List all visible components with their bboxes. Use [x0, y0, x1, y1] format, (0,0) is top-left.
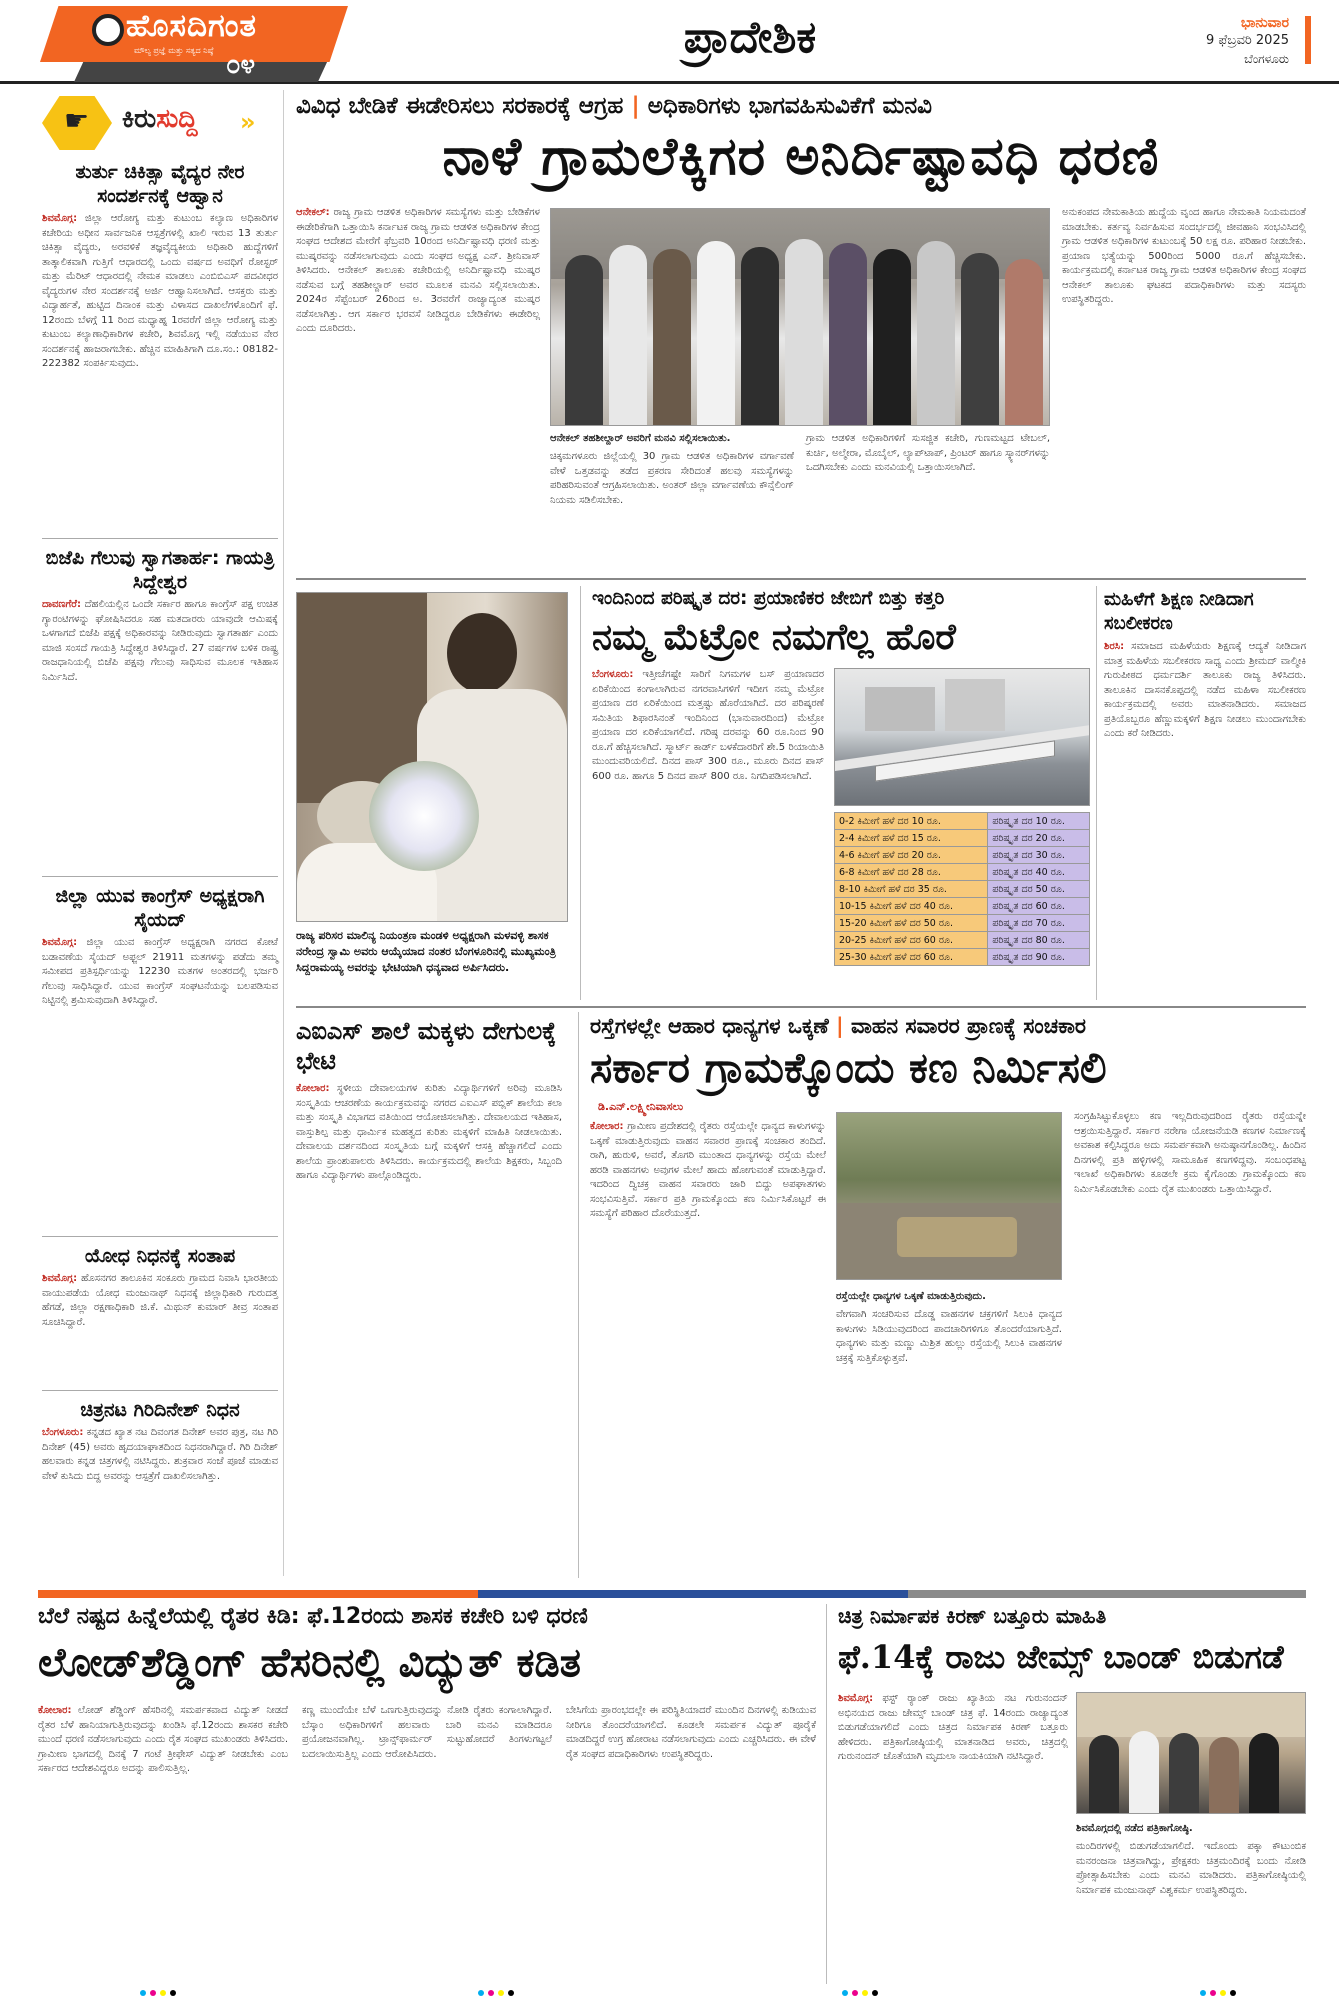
lead-photo-caption: ಆನೇಕಲ್ ತಹಶೀಲ್ದಾರ್ ಅವರಿಗೆ ಮನವಿ ಸಲ್ಲಿಸಲಾಯಿತು.: [550, 433, 731, 444]
brief-body: ಶಿವಮೊಗ್ಗ: ಜಿಲ್ಲಾ ಆರೋಗ್ಯ ಮತ್ತು ಕುಟುಂಬ ಕಲ್ಯಾಣ ಅಧಿಕಾರಿಗಳ ಕಚೇರಿಯ ಅಧೀನ ಸಾರ್ವಜನಿಕ ಆಸ್ಪತ್ರೆಗಳಲ್ಲಿ ಖಾಲಿ ಇರುವ 13 ತುರ್ತು ಚಿಕಿತ್ಸಾ ವೈದ್ಯರು, ಅರವಳಿಕೆ ತಜ್ಞವೈದ್ಯಕೀಯ ಅಧಿಕಾರಿ ಹುದ್ದೆಗಳಿಗೆ ತಾತ್ಕಾಲಿಕವಾಗಿ ಗುತ್ತಿಗೆ ಆಧಾರದಲ್ಲಿ ಒಂದು ವರ್ಷದ ಅವಧಿಗೆ ರೋಸ್ಟರ್ ಮತ್ತು ಮೆರಿಟ್ ಆಧಾರದಲ್ಲಿ ನೇಮಕ ಮಾಡಲು ಎಂಬಿಬಿಎಸ್ ಪದವೀಧರ ವೈದ್ಯರುಗಳ ನೇರ ಸಂದರ್ಶನಕ್ಕೆ ಅರ್ಜಿ ಆಹ್ವಾನಿಸಲಾಗಿದೆ. ಆಸಕ್ತರು ಮತ್ತು ವಿದ್ಯಾರ್ಹತೆ, ಹುಟ್ಟಿದ ದಿನಾಂಕ ಮತ್ತು ವಿಳಾಸದ ದಾಖಲೆಗಳೊಂದಿಗೆ ಫೆ. 12ರಂದು ಬೆಳಗ್ಗೆ 11 ರಿಂದ ಮಧ್ಯಾಹ್ನ 1ರವರೆಗೆ ಜಿಲ್ಲಾ ಆರೋಗ್ಯ ಮತ್ತು ಕುಟುಂಬ ಕಲ್ಯಾಣಾಧಿಕಾರಿಗಳ ಕಚೇರಿ, ಶಿವಮೊಗ್ಗ ಇಲ್ಲಿ ನಡೆಯುವ ನೇರ ಸಂದರ್ಶನಕ್ಕೆ ಹಾಜರಾಗಬೇಕು. ಹೆಚ್ಚಿನ ಮಾಹಿತಿಗಾಗಿ ದೂ.ಸಂ.: 08182-222382 ಸಂಪರ್ಕಿಸುವುದು.: [42, 213, 278, 369]
column-divider: [578, 1012, 579, 1578]
lead-column-4: ಅನುಕಂಪದ ನೇಮಕಾತಿಯ ಹುದ್ದೆಯ ವೃಂದ ಹಾಗೂ ನೇಮಕಾತಿ ನಿಯಮದಂತೆ ಮಾಡಬೇಕು. ಕರ್ತವ್ಯ ನಿರ್ವಹಿಸುವ ಸಂದರ್ಭದಲ್ಲಿ ಜೀವಹಾನಿ ಸಂಭವಿಸಿದಲ್ಲಿ ಗ್ರಾಮ ಆಡಳಿತ ಅಧಿಕಾರಿಗಳ ಕುಟುಂಬಕ್ಕೆ 50 ಲಕ್ಷ ರೂ. ಪರಿಹಾರ ನೀಡಬೇಕು. ಪ್ರಯಾಣ ಭತ್ಯೆಯನ್ನು 500ರಿಂದ 5000 ರೂ.ಗೆ ಹೆಚ್ಚಿಸಬೇಕು. ಕಾರ್ಯಕ್ರಮದಲ್ಲಿ ಕರ್ನಾಟಕ ರಾಜ್ಯ ಗ್ರಾಮ ಆಡಳಿತ ಅಧಿಕಾರಿಗಳ ಕೇಂದ್ರ ಸಂಘದ ಆನೇಕಲ್ ತಾಲೂಕು ಘಟಕದ ಪದಾಧಿಕಾರಿಗಳು ಮತ್ತು ಸದಸ್ಯರು ಉಪಸ್ಥಿತರಿದ್ದರು.: [1062, 207, 1306, 305]
grain-spread-shape: [897, 1217, 1017, 1257]
brief-headline: ಜಿಲ್ಲಾ ಯುವ ಕಾಂಗ್ರೆಸ್ ಅಧ್ಯಕ್ಷರಾಗಿ ಸೈಯದ್: [55, 885, 265, 931]
brief-story: [42, 546, 278, 685]
divider: [42, 1390, 278, 1391]
registration-mark-yellow: [1220, 1990, 1226, 1996]
registration-mark-magenta: [150, 1990, 156, 1996]
section-divider: [296, 1006, 1306, 1008]
brief-story: [42, 160, 278, 372]
fare-old-cell: 2-4 ಕಿಮೀಗೆ ಹಳೆ ದರ 15 ರೂ.: [835, 830, 988, 847]
issue-city: ಬೆಂಗಳೂರು: [1244, 52, 1289, 66]
person-head: [447, 613, 517, 693]
registration-mark-cyan: [1200, 1990, 1206, 1996]
brief-headline: ಯೋಧ ನಿಧನಕ್ಕೆ ಸಂತಾಪ: [84, 1245, 236, 1267]
fare-old-cell: 0-2 ಕಿಮೀಗೆ ಹಳೆ ದರ 10 ರೂ.: [835, 813, 988, 830]
lead-column-2-body: ಚಿಕ್ಕಮಗಳೂರು ಜಿಲ್ಲೆಯಲ್ಲಿ 30 ಗ್ರಾಮ ಆಡಳಿತ ಅಧಿಕಾರಿಗಳ ವರ್ಗಾವಣೆ ವೇಳೆ ಒತ್ತಡವನ್ನು ತಡೆದ ಪ್ರಕರಣ ಸೇರಿದಂತೆ ಹಲವು ಸಮಸ್ಯೆಗಳನ್ನು ಪರಿಹರಿಸುವಂತೆ ಆಗ್ರಹಿಸಲಾಯಿತು. ಅಂತರ್ ಜಿಲ್ಲಾ ವರ್ಗಾವಣೆಯ ಕೌನ್ಸೆಲಿಂಗ್ ನಿಯಮ ಸಡಿಲಿಸಬೇಕು.: [550, 451, 794, 506]
fare-old-cell: 15-20 ಕಿಮೀಗೆ ಹಳೆ ದರ 50 ರೂ.: [835, 915, 988, 932]
fare-revised-cell: ಪರಿಷ್ಕೃತ ದರ 50 ರೂ.: [988, 881, 1090, 898]
mahile-body: ಶಿರಸಿ: ಸಮಾಜದ ಮಹಿಳೆಯರು ಶಿಕ್ಷಣಕ್ಕೆ ಆದ್ಯತೆ ನೀಡಿದಾಗ ಮಾತ್ರ ಮಹಿಳೆಯ ಸಬಲೀಕರಣ ಸಾಧ್ಯ ಎಂದು ಶ್ರೀಮದ್ ವಾಲ್ಮೀಕಿ ಗುರುಪೀಠದ ಧರ್ಮದರ್ಶಿ ತಾಲೂಕು ರಾಜ್ಯ ತಿಳಿಸಿದರು. ತಾಲೂಕಿನ ದಾಸನಕೊಪ್ಪದಲ್ಲಿ ನಡೆದ ಮಹಿಳಾ ಸಬಲೀಕರಣ ಕಾರ್ಯಕ್ರಮದಲ್ಲಿ ಅವರು ಮಾತನಾಡಿದರು. ಸಮಾಜದ ಪ್ರತಿಯೊಬ್ಬರೂ ಹೆಣ್ಣುಮಕ್ಕಳಿಗೆ ಶಿಕ್ಷಣ ನೀಡಲು ಮುಂದಾಗಬೇಕು ಎಂದು ಕರೆ ನೀಡಿದರು.: [1104, 641, 1307, 739]
ration-column-2-body: ವೇಗವಾಗಿ ಸಂಚರಿಸುವ ದೊಡ್ಡ ವಾಹನಗಳ ಚಕ್ರಗಳಿಗೆ ಸಿಲುಕಿ ಧಾನ್ಯದ ಕಾಳುಗಳು ಸಿಡಿಯುವುದರಿಂದ ಪಾದಚಾರಿಗಳಿಗೂ ತೊಂದರೆಯಾಗುತ್ತಿದೆ. ಧಾನ್ಯಗಳು ಮತ್ತು ಮಣ್ಣು ಮಿಶ್ರಿತ ಹುಲ್ಲು ರಸ್ತೆಯಲ್ಲಿ ಸಿಲುಕಿ ವಾಹನಗಳ ಚಕ್ರಕ್ಕೆ ಸುತ್ತಿಕೊಳ್ಳುತ್ತವೆ.: [836, 1309, 1062, 1364]
film-column-2-body: ಮಂದಿರಗಳಲ್ಲಿ ಬಿಡುಗಡೆಯಾಗಲಿದೆ. ಇದೊಂದು ಪಕ್ಕಾ ಕೌಟುಂಬಿಕ ಮನರಂಜನಾ ಚಿತ್ರವಾಗಿದ್ದು, ಪ್ರೇಕ್ಷಕರು ಚಿತ್ರಮಂದಿರಕ್ಕೆ ಬಂದು ನೋಡಿ ಪ್ರೋತ್ಸಾಹಿಸಬೇಕು ಎಂದು ಮನವಿ ಮಾಡಿದರು. ಪತ್ರಿಕಾಗೋಷ್ಠಿಯಲ್ಲಿ ನಿರ್ಮಾಪಕ ಮಂಜುನಾಥ್ ವಿಶ್ವಕರ್ಮ ಉಪಸ್ಥಿತರಿದ್ದರು.: [1076, 1841, 1306, 1896]
brief-headline: ಬಿಜೆಪಿ ಗೆಲುವು ಸ್ವಾಗತಾರ್ಹ: ಗಾಯತ್ರಿ ಸಿದ್ದೇಶ್ವರ: [45, 547, 275, 593]
person-figure: [829, 243, 867, 425]
fare-table: [834, 812, 1090, 966]
lead-column-1: ಆನೇಕಲ್: ರಾಜ್ಯ ಗ್ರಾಮ ಆಡಳಿತ ಅಧಿಕಾರಿಗಳ ಸಮಸ್ಯೆಗಳು ಮತ್ತು ಬೇಡಿಕೆಗಳ ಈಡೇರಿಕೆಗಾಗಿ ಒತ್ತಾಯಿಸಿ ಕರ್ನಾಟಕ ರಾಜ್ಯ ಗ್ರಾಮ ಆಡಳಿತ ಅಧಿಕಾರಿಗಳ ಕೇಂದ್ರ ಸಂಘದ ಆದೇಶದ ಮೇರೆಗೆ ಫೆಬ್ರವರಿ 10ರಂದ ಅನಿರ್ದಿಷ್ಟಾವಧಿ ಧರಣಿ ಮತ್ತು ಮುಷ್ಕರವನ್ನು ನಡೆಸಲಾಗುವುದು ಎಂದು ಸಂಘದ ಅಧ್ಯಕ್ಷ ಎನ್. ಶ್ರೀನಿವಾಸ್ ತಿಳಿಸಿದರು. ಆನೇಕಲ್ ತಾಲೂಕು ಕಚೇರಿಯಲ್ಲಿ ಅನಿರ್ದಿಷ್ಟಾವಧಿ ಮುಷ್ಕರ ನಡೆಸುವ ಬಗ್ಗೆ ತಹಶೀಲ್ದಾರ್ ಅವರ ಮೂಲಕ ಮನವಿ ಸಲ್ಲಿಸಲಾಯಿತು. 2024ರ ಸೆಪ್ಟೆಂಬರ್ 26ರಿಂದ ಅ. 3ರವರೆಗೆ ರಾಜ್ಯಾದ್ಯಂತ ಮುಷ್ಕರ ನಡೆಸಲಾಗಿತ್ತು. ಆಗ ಸರ್ಕಾರ ಭರವಸೆ ನೀಡಿದ್ದರೂ ಬೇಡಿಕೆಗಳು ಈಡೇರಿಲ್ಲ ಎಂದು ದೂರಿದರು.: [296, 207, 540, 334]
person-figure: [1209, 1737, 1239, 1813]
registration-mark-black: [1230, 1990, 1236, 1996]
bottom-color-bar-blue: [478, 1590, 908, 1598]
lead-column-2: [550, 432, 794, 508]
ration-photo: [836, 1112, 1062, 1280]
registration-mark-yellow: [862, 1990, 868, 1996]
ais-body: ಕೋಲಾರ: ಸ್ಥಳೀಯ ದೇವಾಲಯಗಳ ಕುರಿತು ವಿದ್ಯಾರ್ಥಿಗಳಿಗೆ ಅರಿವು ಮೂಡಿಸಿ ಸಂಸ್ಕೃತಿಯ ಆಚರಣೆಯ ಕಾರ್ಯಕ್ರಮವನ್ನು ನಗರದ ಎಐಎಸ್ ಪಬ್ಲಿಕ್ ಶಾಲೆಯ ಕಲಾ ಮತ್ತು ಸಂಸ್ಕೃತಿ ವಿಭಾಗದ ವತಿಯಿಂದ ಆಯೋಜಿಸಲಾಗಿತ್ತು. ದೇವಾಲಯದ ಇತಿಹಾಸ, ವಾಸ್ತುಶಿಲ್ಪ ಮತ್ತು ಧಾರ್ಮಿಕ ಮಹತ್ವದ ಕುರಿತು ಮಕ್ಕಳಿಗೆ ಮಾಹಿತಿ ನೀಡಲಾಯಿತು. ದೇವಾಲಯ ದರ್ಶನದಿಂದ ಸಂಸ್ಕೃತಿಯ ಬಗ್ಗೆ ಮಕ್ಕಳಿಗೆ ಆಸಕ್ತಿ ಹೆಚ್ಚಾಗಲಿದೆ ಎಂದು ಶಾಲೆಯ ಪ್ರಾಂಶುಪಾಲರು ತಿಳಿಸಿದರು. ಕಾರ್ಯಕ್ರಮದಲ್ಲಿ ಶಾಲೆಯ ಶಿಕ್ಷಕರು, ಸಿಬ್ಬಂದಿ ಹಾಗೂ ವಿದ್ಯಾರ್ಥಿಗಳು ಪಾಲ್ಗೊಂಡಿದ್ದರು.: [296, 1083, 562, 1181]
brief-body: ದಾವಣಗೆರೆ: ದೆಹಲಿಯಲ್ಲಿನ ಒಂದೇ ಸರ್ಕಾರ ಹಾಗೂ ಕಾಂಗ್ರೆಸ್ ಪಕ್ಷ ಉಚಿತ ಗ್ಯಾರಂಟಿಗಳನ್ನು ಘೋಷಿಸಿದರೂ ಸಹ ಮತದಾರರು ಯಾವುದೇ ಆಮಿಷಕ್ಕೆ ಒಳಗಾಗದೆ ಬಿಜೆಪಿ ಪಕ್ಷಕ್ಕೆ ಅಧಿಕಾರವನ್ನು ನೀಡಿರುವುದು ಸ್ವಾಗತಾರ್ಹ ಎಂದು ಮಾಜಿ ಸಂಸದೆ ಗಾಯತ್ರಿ ಸಿದ್ದೇಶ್ವರ ತಿಳಿಸಿದ್ದಾರೆ. 27 ವರ್ಷಗಳ ಬಳಿಕ ರಾಷ್ಟ್ರ ರಾಜಧಾನಿಯಲ್ಲಿ ಬಿಜೆಪಿ ಪಕ್ಷವು ಗೆಲುವು ಸಾಧಿಸುವ ಮೂಲಕ ಇತಿಹಾಸ ನಿರ್ಮಿಸಿದೆ.: [42, 599, 278, 683]
fare-row: [835, 864, 1090, 881]
cm-photo-caption: ರಾಜ್ಯ ಪರಿಸರ ಮಾಲಿನ್ಯ ನಿಯಂತ್ರಣ ಮಂಡಳಿ ಅಧ್ಯಕ್ಷರಾಗಿ ಮಳವಳ್ಳಿ ಶಾಸಕ ನರೇಂದ್ರ ಸ್ವಾಮಿ ಅವರು ಆಯ್ಕೆಯಾದ ನಂತರ ಬೆಂಗಳೂರಿನಲ್ಲಿ ಮುಖ್ಯಮಂತ್ರಿ ಸಿದ್ದರಾಮಯ್ಯ ಅವರನ್ನು ಭೇಟಿಯಾಗಿ ಧನ್ಯವಾದ ಅರ್ಪಿಸಿದರು.: [296, 929, 556, 974]
ration-byline: ಡಿ.ಎನ್.ಲಕ್ಷ್ಮೀನಿವಾಸಲು: [598, 1100, 684, 1113]
person-figure: [565, 255, 603, 425]
film-column-2: [1076, 1822, 1306, 1898]
fare-row: [835, 915, 1090, 932]
kirusuddi-label: ಕಿರುಸುದ್ದಿ: [122, 104, 198, 134]
fare-revised-cell: ಪರಿಷ್ಕೃತ ದರ 80 ರೂ.: [988, 932, 1090, 949]
lead-column-3: ಗ್ರಾಮ ಆಡಳಿತ ಅಧಿಕಾರಿಗಳಿಗೆ ಸುಸಜ್ಜಿತ ಕಚೇರಿ, ಗುಣಮಟ್ಟದ ಟೇಬಲ್, ಕುರ್ಚಿ, ಅಲ್ಮೇರಾ, ಮೊಬೈಲ್, ಲ್ಯಾಪ್‌ಟಾಪ್, ಪ್ರಿಂಟರ್ ಹಾಗೂ ಸ್ಕ್ಯಾನರ್‌ಗಳನ್ನು ಒದಗಿಸಬೇಕು ಎಂದು ಮನವಿಯಲ್ಲಿ ಒತ್ತಾಯಿಸಲಾಗಿದೆ.: [806, 433, 1050, 473]
registration-mark-cyan: [140, 1990, 146, 1996]
masthead: [0, 0, 1339, 84]
kirusuddi-banner: [42, 94, 276, 150]
paper-tagline: ಮೌಲ್ಯ ಪ್ರಜ್ಞೆ ಮತ್ತು ಸತ್ಯದ ನಿಷ್ಠೆ: [134, 46, 214, 55]
banner-backdrop-shape: [1077, 1693, 1306, 1737]
ais-story: [296, 1016, 562, 1184]
person-figure: [1005, 259, 1043, 425]
page-number: ೦೪: [226, 50, 256, 80]
fare-row: [835, 932, 1090, 949]
fare-revised-cell: ಪರಿಷ್ಕೃತ ದರ 90 ರೂ.: [988, 949, 1090, 966]
film-column-1: ಶಿವಮೊಗ್ಗ: ಫಸ್ಟ್ ರ್‍ಯಾಂಕ್ ರಾಜು ಖ್ಯಾತಿಯ ನಟ ಗುರುನಂದನ್ ಅಭಿನಯದ ರಾಜು ಜೇಮ್ಸ್ ಬಾಂಡ್ ಚಿತ್ರ ಫೆ. 14ರಂದು ರಾಜ್ಯಾದ್ಯಂತ ಬಿಡುಗಡೆಯಾಗಲಿದೆ ಎಂದು ಚಿತ್ರದ ನಿರ್ಮಾಪಕ ಕಿರಣ್ ಬತ್ತೂರು ಹೇಳಿದರು. ಪತ್ರಿಕಾಗೋಷ್ಠಿಯಲ್ಲಿ ಮಾತನಾಡಿದ ಅವರು, ಚಿತ್ರದಲ್ಲಿ ಗುರುನಂದನ್ ಜೊತೆಯಾಗಿ ಮೃದುಲಾ ನಾಯಕಿಯಾಗಿ ನಟಿಸಿದ್ದಾರೆ.: [838, 1693, 1069, 1762]
fare-old-cell: 4-6 ಕಿಮೀಗೆ ಹಳೆ ದರ 20 ರೂ.: [835, 847, 988, 864]
cm-meeting-photo: [296, 592, 568, 922]
film-headline: ಫೆ.14ಕ್ಕೆ ರಾಜು ಜೇಮ್ಸ್ ಬಾಂಡ್ ಬಿಡುಗಡೆ: [838, 1638, 1284, 1676]
lead-headline: ನಾಳೆ ಗ್ರಾಮಲೆಕ್ಕಿಗರ ಅನಿರ್ದಿಷ್ಟಾವಧಿ ಧರಣಿ: [442, 126, 1160, 187]
issue-day: ಭಾನುವಾರ: [1240, 15, 1289, 31]
registration-mark-yellow: [160, 1990, 166, 1996]
ration-column-1: ಕೋಲಾರ: ಗ್ರಾಮೀಣ ಪ್ರದೇಶದಲ್ಲಿ ರೈತರು ರಸ್ತೆಯಲ್ಲೇ ಧಾನ್ಯದ ಕಾಳುಗಳನ್ನು ಒಕ್ಕಣೆ ಮಾಡುತ್ತಿರುವುದು ವಾಹನ ಸವಾರರ ಪ್ರಾಣಕ್ಕೆ ಸಂಚಕಾರ ತಂದಿದೆ. ರಾಗಿ, ಹುರುಳಿ, ಅವರೆ, ತೊಗರಿ ಮುಂತಾದ ಧಾನ್ಯಗಳನ್ನು ರಸ್ತೆಯ ಮೇಲೆ ಹರಡಿ ವಾಹನಗಳು ಅವುಗಳ ಮೇಲೆ ಹಾದು ಹೋಗುವಂತೆ ಮಾಡುತ್ತಿದ್ದಾರೆ. ಇದರಿಂದ ದ್ವಿಚಕ್ರ ವಾಹನ ಸವಾರರು ಜಾರಿ ಬಿದ್ದು ಅಪಘಾತಗಳು ಸಂಭವಿಸುತ್ತಿವೆ. ಸರ್ಕಾರ ಪ್ರತಿ ಗ್ರಾಮಕ್ಕೊಂದು ಕಣ ನಿರ್ಮಿಸಿಕೊಟ್ಟರೆ ಈ ಸಮಸ್ಯೆಗೆ ಪರಿಹಾರ ದೊರೆಯುತ್ತದೆ.: [590, 1121, 826, 1219]
brief-headline: ಚಿತ್ರನಟ ಗಿರಿದಿನೇಶ್ ನಿಧನ: [80, 1399, 240, 1421]
power-headline: ಲೋಡ್‌ಶೆಡ್ಡಿಂಗ್ ಹೆಸರಿನಲ್ಲಿ ವಿದ್ಯುತ್ ಕಡಿತ: [38, 1639, 581, 1686]
person-figure: [697, 241, 735, 425]
registration-mark-cyan: [478, 1990, 484, 1996]
issue-date: 9 ಫೆಬ್ರವರಿ 2025: [1205, 33, 1289, 48]
metro-photo: [834, 668, 1090, 806]
fare-revised-cell: ಪರಿಷ್ಕೃತ ದರ 30 ರೂ.: [988, 847, 1090, 864]
divider: [42, 538, 278, 539]
film-press-photo: [1076, 1692, 1306, 1814]
flower-bouquet: [369, 761, 479, 871]
ais-headline: ಎಐಎಸ್ ಶಾಲೆ ಮಕ್ಕಳು ದೇಗುಲಕ್ಕೆ ಭೇಟಿ: [296, 1017, 557, 1075]
power-column-1: ಕೋಲಾರ: ಲೋಡ್ ಶೆಡ್ಡಿಂಗ್ ಹೆಸರಿನಲ್ಲಿ ಸಮರ್ಪಕವಾದ ವಿದ್ಯುತ್ ನೀಡದೆ ರೈತರ ಬೆಳೆ ಹಾನಿಯಾಗುತ್ತಿರುವುದನ್ನು ಖಂಡಿಸಿ ಫೆ.12ರಂದು ಶಾಸಕರ ಕಚೇರಿ ಮುಂದೆ ಧರಣಿ ನಡೆಸಲಾಗುವುದು ಎಂದು ರೈತ ಸಂಘದ ಮುಖಂಡರು ತಿಳಿಸಿದರು. ಗ್ರಾಮೀಣ ಭಾಗದಲ್ಲಿ ದಿನಕ್ಕೆ 7 ಗಂಟೆ ತ್ರೀಫೇಸ್ ವಿದ್ಯುತ್ ನೀಡಬೇಕು ಎಂಬ ಸರ್ಕಾರದ ಆದೇಶವಿದ್ದರೂ ಅದನ್ನು ಪಾಲಿಸುತ್ತಿಲ್ಲ.: [38, 1705, 288, 1774]
metro-body: ಬೆಂಗಳೂರು: ಇತ್ತೀಚೆಗಷ್ಟೇ ಸಾರಿಗೆ ನಿಗಮಗಳ ಬಸ್ ಪ್ರಯಾಣದರ ಏರಿಕೆಯಿಂದ ಕಂಗಾಲಾಗಿರುವ ನಗರವಾಸಿಗಳಿಗೆ ಇದೀಗ ನಮ್ಮ ಮೆಟ್ರೋ ಪ್ರಯಾಣ ದರ ಏರಿಕೆಯಿಂದ ಮತ್ತಷ್ಟು ಹೊರೆಯಾಗಿದೆ. ದರ ಪರಿಷ್ಕರಣೆ ಸಮಿತಿಯ ಶಿಫಾರಸಿನಂತೆ ಇಂದಿನಿಂದ (ಭಾನುವಾರದಿಂದ) ಮೆಟ್ರೋ ಪ್ರಯಾಣ ದರ ಏರಿಕೆಯಾಗಲಿದೆ. ಗರಿಷ್ಠ ದರವನ್ನು 60 ರೂ.ನಿಂದ 90 ರೂ.ಗೆ ಹೆಚ್ಚಿಸಲಾಗಿದೆ. ಸ್ಮಾರ್ಟ್ ಕಾರ್ಡ್ ಬಳಕೆದಾರರಿಗೆ ಶೇ.5 ರಿಯಾಯಿತಿ ಮುಂದುವರಿಯಲಿದೆ. ದಿನದ ಪಾಸ್ 300 ರೂ., ಮೂರು ದಿನದ ಪಾಸ್ 600 ರೂ. ಹಾಗೂ 5 ದಿನದ ಪಾಸ್ 800 ರೂ. ನಿಗದಿಪಡಿಸಲಾಗಿದೆ.: [592, 669, 825, 782]
divider: [42, 876, 278, 877]
registration-mark-magenta: [1210, 1990, 1216, 1996]
registration-mark-magenta: [488, 1990, 494, 1996]
bottom-color-bar-orange: [38, 1590, 478, 1598]
fare-revised-cell: ಪರಿಷ್ಕೃತ ದರ 60 ರೂ.: [988, 898, 1090, 915]
mahile-story: [1104, 588, 1306, 742]
person-figure: [653, 249, 691, 425]
bottom-color-bar-grey: [908, 1590, 1306, 1598]
fare-row: [835, 847, 1090, 864]
person-figure: [1249, 1733, 1279, 1813]
fare-old-cell: 25-30 ಕಿಮೀಗೆ ಹಳೆ ದರ 60 ರೂ.: [835, 949, 988, 966]
brief-body: ಶಿವಮೊಗ್ಗ: ಜಿಲ್ಲಾ ಯುವ ಕಾಂಗ್ರೆಸ್ ಅಧ್ಯಕ್ಷರಾಗಿ ನಗರದ ಕೋಟೆ ಬಡಾವಣೆಯ ಸೈಯದ್ ಅಫ್ಜಲ್ 21911 ಮತಗಳನ್ನು ಪಡೆದು ತಮ್ಮ ಸಮೀಪದ ಪ್ರತಿಸ್ಪರ್ಧಿಯನ್ನು 12230 ಮತಗಳ ಅಂತರದಲ್ಲಿ ಭರ್ಜರಿ ಗೆಲುವು ಸಾಧಿಸಿದ್ದಾರೆ. ಯುವ ಕಾಂಗ್ರೆಸ್ ಸಂಘಟನೆಯನ್ನು ಬಲಪಡಿಸುವ ನಿಟ್ಟಿನಲ್ಲಿ ಶ್ರಮಿಸುವುದಾಗಿ ತಿಳಿಸಿದ್ದಾರೆ.: [42, 937, 278, 1006]
brief-story: [42, 1398, 278, 1484]
briefs-column: [38, 90, 284, 1576]
ration-kicker: ರಸ್ತೆಗಳಲ್ಲೇ ಆಹಾರ ಧಾನ್ಯಗಳ ಒಕ್ಕಣೆ | ವಾಹನ ಸವಾರರ ಪ್ರಾಣಕ್ಕೆ ಸಂಚಕಾರ: [590, 1014, 1087, 1038]
mahile-headline: ಮಹಿಳೆಗೆ ಶಿಕ್ಷಣ ನೀಡಿದಾಗ ಸಬಲೀಕರಣ: [1104, 589, 1254, 634]
section-divider: [296, 578, 1306, 580]
registration-mark-cyan: [842, 1990, 848, 1996]
person-figure: [609, 245, 647, 425]
fare-row: [835, 881, 1090, 898]
fare-old-cell: 20-25 ಕಿಮೀಗೆ ಹಳೆ ದರ 60 ರೂ.: [835, 932, 988, 949]
person-figure: [1089, 1735, 1119, 1813]
brief-body: ಬೆಂಗಳೂರು: ಕನ್ನಡದ ಖ್ಯಾತ ನಟ ದಿವಂಗತ ದಿನೇಶ್ ಅವರ ಪುತ್ರ, ನಟ ಗಿರಿ ದಿನೇಶ್ (45) ಅವರು ಹೃದಯಾಘಾತದಿಂದ ನಿಧನರಾಗಿದ್ದಾರೆ. ಗಿರಿ ದಿನೇಶ್ ಹಲವಾರು ಕನ್ನಡ ಚಿತ್ರಗಳಲ್ಲಿ ನಟಿಸಿದ್ದರು. ಶುಕ್ರವಾರ ಸಂಜೆ ಪೂಜೆ ಮಾಡುವ ವೇಳೆ ಕುಸಿದು ಬಿದ್ದ ಅವರನ್ನು ಆಸ್ಪತ್ರೆಗೆ ದಾಖಲಿಸಲಾಗಿತ್ತು.: [42, 1427, 278, 1482]
divider: [42, 1236, 278, 1237]
fare-revised-cell: ಪರಿಷ್ಕೃತ ದರ 40 ರೂ.: [988, 864, 1090, 881]
power-kicker: ಬೆಲೆ ನಷ್ಟದ ಹಿನ್ನೆಲೆಯಲ್ಲಿ ರೈತರ ಕಿಡಿ: ಫೆ.12ರಂದು ಶಾಸಕ ಕಚೇರಿ ಬಳಿ ಧರಣಿ: [38, 1604, 588, 1629]
issue-date-block: [1206, 14, 1289, 68]
fare-row: [835, 898, 1090, 915]
ration-column-2: [836, 1290, 1062, 1366]
column-divider: [826, 1604, 827, 1984]
power-column-3: ಬೇಸಿಗೆಯ ಪ್ರಾರಂಭದಲ್ಲೇ ಈ ಪರಿಸ್ಥಿತಿಯಾದರೆ ಮುಂದಿನ ದಿನಗಳಲ್ಲಿ ಕುಡಿಯುವ ನೀರಿಗೂ ತೊಂದರೆಯಾಗಲಿದೆ. ಕೂಡಲೇ ಸಮರ್ಪಕ ವಿದ್ಯುತ್ ಪೂರೈಕೆ ಮಾಡದಿದ್ದರೆ ಉಗ್ರ ಹೋರಾಟ ನಡೆಸಲಾಗುವುದು ಎಂದು ಎಚ್ಚರಿಸಿದರು. ಈ ವೇಳೆ ರೈತ ಸಂಘದ ಪದಾಧಿಕಾರಿಗಳು ಉಪಸ್ಥಿತರಿದ್ದರು.: [566, 1705, 816, 1760]
lead-photo: [550, 208, 1050, 426]
section-title: ಪ್ರಾದೇಶಿಕ: [683, 12, 817, 63]
ration-headline: ಸರ್ಕಾರ ಗ್ರಾಮಕ್ಕೊಂದು ಕಣ ನಿರ್ಮಿಸಲಿ: [590, 1043, 1107, 1092]
person-figure: [917, 241, 955, 425]
masthead-page-tab: [74, 60, 328, 82]
person-figure: [785, 239, 823, 425]
column-divider: [1096, 586, 1097, 1000]
person-figure: [961, 253, 999, 425]
registration-mark-black: [872, 1990, 878, 1996]
fare-row: [835, 830, 1090, 847]
brief-headline: ತುರ್ತು ಚಿಕಿತ್ಸಾ ವೈದ್ಯರ ನೇರ ಸಂದರ್ಶನಕ್ಕೆ ಆಹ್ವಾನ: [75, 161, 245, 207]
ration-column-3: ಸಂಗ್ರಹಿಸಿಟ್ಟುಕೊಳ್ಳಲು ಕಣ ಇಲ್ಲದಿರುವುದರಿಂದ ರೈತರು ರಸ್ತೆಯನ್ನೇ ಆಶ್ರಯಿಸುತ್ತಿದ್ದಾರೆ. ಸರ್ಕಾರ ನರೇಗಾ ಯೋಜನೆಯಡಿ ಕಣಗಳ ನಿರ್ಮಾಣಕ್ಕೆ ಅವಕಾಶ ಕಲ್ಪಿಸಿದ್ದರೂ ಅದು ಸಮರ್ಪಕವಾಗಿ ಅನುಷ್ಠಾನಗೊಂಡಿಲ್ಲ. ಹಿಂದಿನ ದಿನಗಳಲ್ಲಿ ಪ್ರತಿ ಹಳ್ಳಿಗಳಲ್ಲಿ ಸಾಮೂಹಿಕ ಕಣಗಳಿದ್ದವು. ಸಂಬಂಧಪಟ್ಟ ಇಲಾಖೆ ಅಧಿಕಾರಿಗಳು ಕೂಡಲೇ ಕ್ರಮ ಕೈಗೊಂಡು ಗ್ರಾಮಕ್ಕೊಂದು ಕಣ ನಿರ್ಮಿಸಿಕೊಡಬೇಕು ಎಂದು ರೈತ ಮುಖಂಡರು ಒತ್ತಾಯಿಸಿದ್ದಾರೆ.: [1074, 1111, 1306, 1195]
registration-mark-yellow: [498, 1990, 504, 1996]
chevron-right-icon: »: [240, 108, 256, 136]
paper-name: ಹೊಸದಿಗಂತ: [126, 8, 257, 44]
pointing-hand-icon: ☛: [64, 104, 90, 137]
brief-story: [42, 884, 278, 1009]
brief-story: [42, 1244, 278, 1330]
masthead-accent-bar: [1305, 16, 1311, 64]
logo-ball-icon: [92, 14, 124, 46]
ration-photo-caption: ರಸ್ತೆಯಲ್ಲೇ ಧಾನ್ಯಗಳ ಒಕ್ಕಣೆ ಮಾಡುತ್ತಿರುವುದು.: [836, 1291, 986, 1302]
power-column-2: ಕಣ್ಣ ಮುಂದೆಯೇ ಬೆಳೆ ಒಣಗುತ್ತಿರುವುದನ್ನು ನೋಡಿ ರೈತರು ಕಂಗಾಲಾಗಿದ್ದಾರೆ. ಬೆಸ್ಕಾಂ ಅಧಿಕಾರಿಗಳಿಗೆ ಹಲವಾರು ಬಾರಿ ಮನವಿ ಮಾಡಿದರೂ ಪ್ರಯೋಜನವಾಗಿಲ್ಲ. ಟ್ರಾನ್ಸ್‌ಫಾರ್ಮರ್ ಸುಟ್ಟುಹೋದರೆ ತಿಂಗಳುಗಟ್ಟಲೆ ಬದಲಾಯಿಸುತ್ತಿಲ್ಲ ಎಂದು ಆರೋಪಿಸಿದರು.: [302, 1705, 552, 1760]
building-shape: [945, 679, 1005, 731]
fare-old-cell: 8-10 ಕಿಮೀಗೆ ಹಳೆ ದರ 35 ರೂ.: [835, 881, 988, 898]
brief-body: ಶಿವಮೊಗ್ಗ: ಹೊಸನಗರ ತಾಲೂಕಿನ ಸಂಕೂರು ಗ್ರಾಮದ ನಿವಾಸಿ ಭಾರತೀಯ ವಾಯುಪಡೆಯ ಯೋಧ ಮಂಜುನಾಥ್ ನಿಧನಕ್ಕೆ ಜಿಲ್ಲಾಧಿಕಾರಿ ಗುರುದತ್ತ ಹೆಗಡೆ, ಜಿಲ್ಲಾ ರಕ್ಷಣಾಧಿಕಾರಿ ಜಿ.ಕೆ. ಮಿಥುನ್ ಕುಮಾರ್ ತೀವ್ರ ಸಂತಾಪ ಸೂಚಿಸಿದ್ದಾರೆ.: [42, 1273, 278, 1328]
fare-old-cell: 6-8 ಕಿಮೀಗೆ ಹಳೆ ದರ 28 ರೂ.: [835, 864, 988, 881]
film-photo-caption: ಶಿವಮೊಗ್ಗದಲ್ಲಿ ನಡೆದ ಪತ್ರಿಕಾಗೋಷ್ಠಿ.: [1076, 1823, 1193, 1834]
fare-revised-cell: ಪರಿಷ್ಕೃತ ದರ 10 ರೂ.: [988, 813, 1090, 830]
lead-kicker: ವಿವಿಧ ಬೇಡಿಕೆ ಈಡೇರಿಸಲು ಸರಕಾರಕ್ಕೆ ಆಗ್ರಹ | ಅಧಿಕಾರಿಗಳು ಭಾಗವಹಿಸುವಿಕೆಗೆ ಮನವಿ: [296, 93, 932, 119]
person-figure: [873, 249, 911, 425]
registration-mark-magenta: [852, 1990, 858, 1996]
fare-row: [835, 813, 1090, 830]
building-shape: [865, 687, 935, 731]
registration-mark-black: [508, 1990, 514, 1996]
person-figure: [1129, 1731, 1159, 1813]
film-kicker: ಚಿತ್ರ ನಿರ್ಮಾಪಕ ಕಿರಣ್ ಬತ್ತೂರು ಮಾಹಿತಿ: [838, 1604, 1107, 1628]
metro-kicker: ಇಂದಿನಿಂದ ಪರಿಷ್ಕೃತ ದರ: ಪ್ರಯಾಣಿಕರ ಜೇಬಿಗೆ ಬಿತ್ತು ಕತ್ತರಿ: [592, 588, 945, 609]
fare-revised-cell: ಪರಿಷ್ಕೃತ ದರ 20 ರೂ.: [988, 830, 1090, 847]
fare-old-cell: 10-15 ಕಿಮೀಗೆ ಹಳೆ ದರ 40 ರೂ.: [835, 898, 988, 915]
fare-row: [835, 949, 1090, 966]
column-divider: [580, 586, 581, 1000]
person-figure: [741, 247, 779, 425]
fare-revised-cell: ಪರಿಷ್ಕೃತ ದರ 70 ರೂ.: [988, 915, 1090, 932]
person-figure: [1169, 1733, 1199, 1813]
registration-mark-black: [170, 1990, 176, 1996]
metro-headline: ನಮ್ಮ ಮೆಟ್ರೋ ನಮಗೆಲ್ಲ ಹೊರೆ: [592, 616, 956, 658]
